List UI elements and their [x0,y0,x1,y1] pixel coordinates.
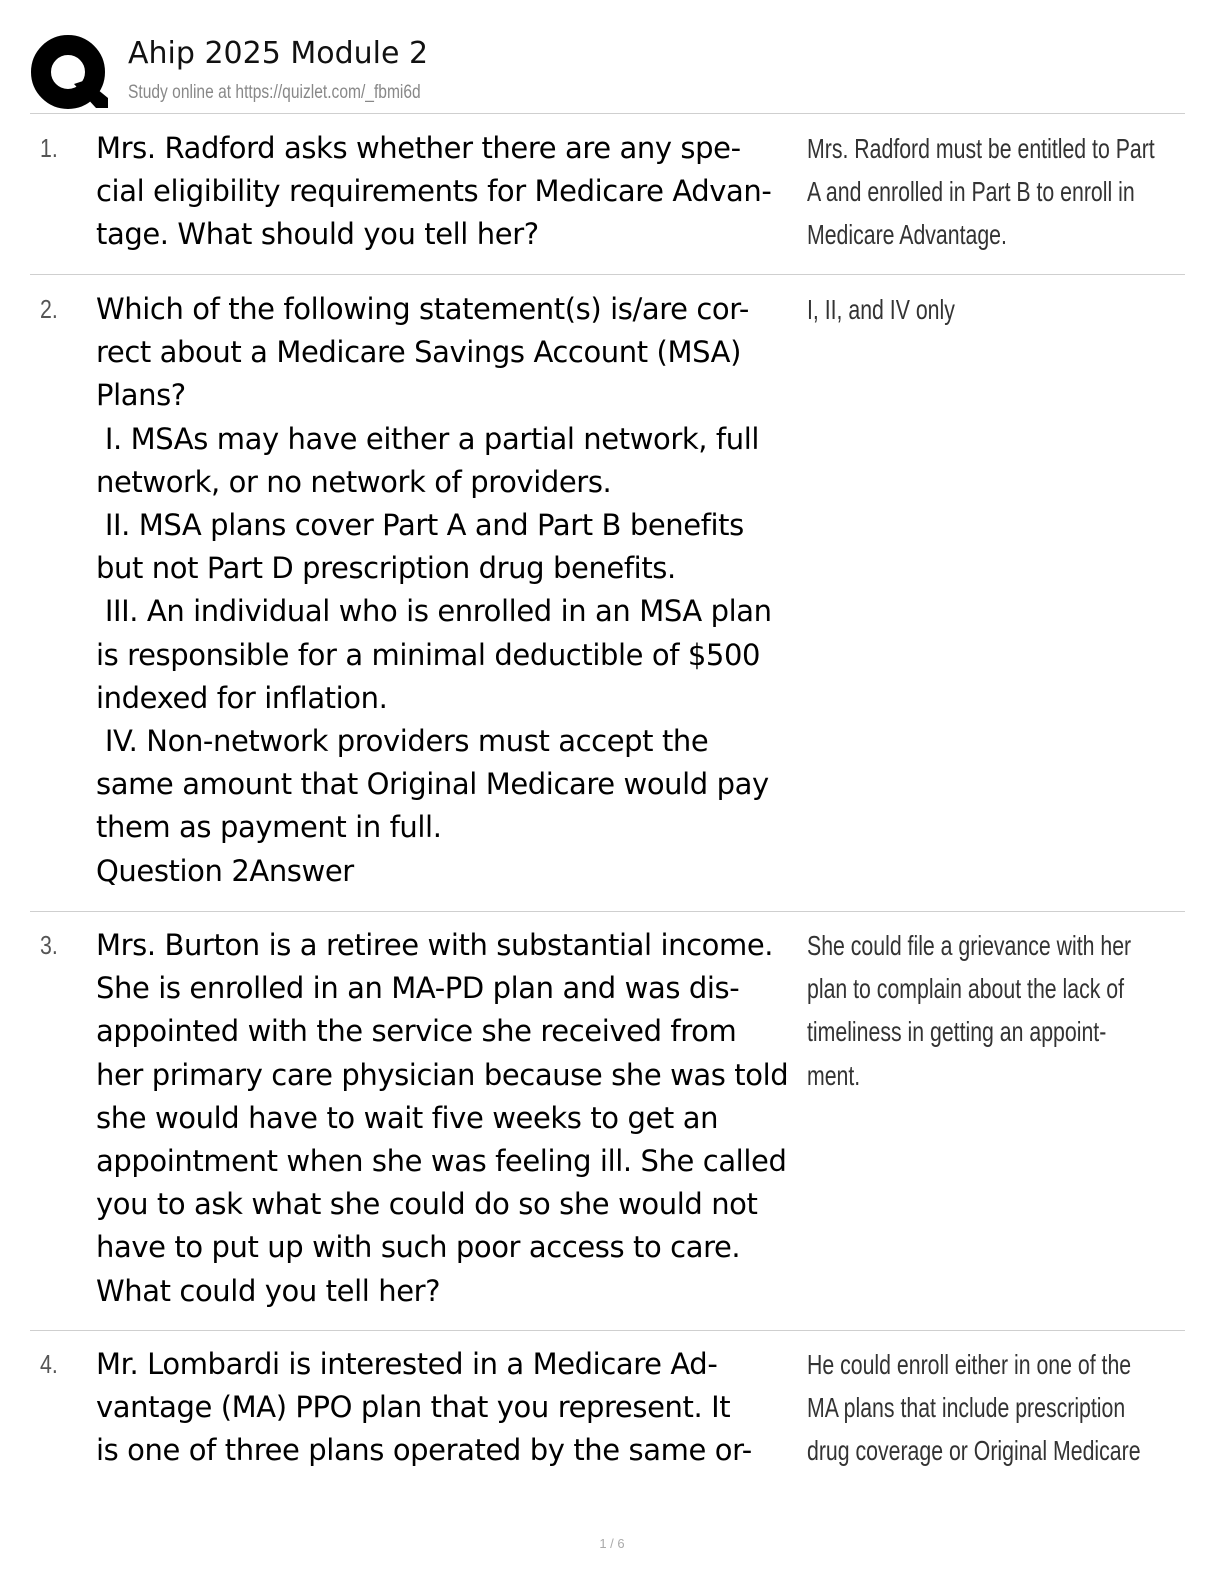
question-line: you to ask what she could do so she would not [96,1187,758,1222]
flashcard [30,1343,1185,1478]
card-number: 2. [40,294,58,324]
question-line: rect about a Medicare Savings Account (MSA) [96,335,741,370]
question-line: is responsible for a minimal deductible of $500 [96,637,761,672]
question-line: have to put up with such poor access to care. [96,1230,741,1265]
question-line: vantage (MA) PPO plan that you represent. It [96,1390,731,1425]
answer-line: MA plans that include prescription [807,1392,1126,1424]
answer-line: A and enrolled in Part B to enroll in [807,176,1135,208]
question-line: cial eligibility requirements for Medicare Advan- [96,174,772,209]
card-answer [807,924,1164,1097]
card-answer [807,288,1164,331]
answer-line: He could enroll either in one of the [807,1349,1132,1380]
question-line: appointed with the service she received from [96,1014,737,1049]
flashcard [30,127,1185,257]
question-line: Which of the following statement(s) is/are cor- [96,292,749,326]
quizlet-q-logo-icon [30,34,108,112]
card-question [96,127,808,257]
answer-line: I, II, and IV only [807,294,955,325]
question-line: appointment when she was feeling ill. She called [96,1144,787,1179]
answer-line: drug coverage or Original Medicare [807,1435,1141,1467]
answer-line: timeliness in getting an appoint- [807,1016,1107,1048]
question-line: III. An individual who is enrolled in an MSA plan [96,594,772,629]
card-question [96,288,808,893]
question-line: Question 2Answer [96,853,354,888]
card-number: 1. [40,133,58,163]
question-line: network, or no network of providers. [96,464,612,499]
divider [30,113,1185,114]
study-link[interactable]: Study online at https://quizlet.com/_fbmi6d [128,82,421,103]
divider [30,274,1185,275]
question-line: is one of three plans operated by the same or- [96,1433,752,1468]
question-line: IV. Non-network providers must accept the [96,724,709,759]
answer-line: She could file a grievance with her [807,930,1132,961]
card-number: 3. [40,930,58,960]
card-number: 4. [40,1349,58,1379]
flashcard [30,924,1185,1314]
page-indicator: 1 / 6 [599,1536,625,1551]
question-line: her primary care physician because she was told [96,1057,789,1092]
divider [30,1330,1185,1331]
question-line: them as payment in full. [96,810,442,845]
question-line: Mrs. Burton is a retiree with substantial income. [96,928,774,962]
card-answer [807,1343,1164,1473]
divider [30,911,1185,912]
question-line: Mrs. Radford asks whether there are any spe- [96,131,741,165]
question-line: Plans? [96,378,186,413]
question-line: What could you tell her? [96,1273,441,1308]
card-question [96,924,808,1313]
answer-line: Mrs. Radford must be entitled to Part [807,133,1155,164]
answer-line: Medicare Advantage. [807,219,1007,251]
answer-line: ment. [807,1059,861,1091]
document-title: Ahip 2025 Module 2 [128,36,429,71]
question-line: I. MSAs may have either a partial network, full [96,421,760,456]
flashcard [30,288,1185,893]
question-line: same amount that Original Medicare would pay [96,767,769,802]
card-question [96,1343,808,1473]
document-header [30,30,1190,114]
question-line: indexed for inflation. [96,680,388,715]
question-line: tage. What should you tell her? [96,217,539,252]
question-line: she would have to wait five weeks to get an [96,1100,719,1135]
question-line: II. MSA plans cover Part A and Part B benefits [96,508,744,543]
card-answer [807,127,1164,257]
answer-line: plan to complain about the lack of [807,973,1125,1005]
question-line: Mr. Lombardi is interested in a Medicare Ad- [96,1347,718,1381]
question-line: She is enrolled in an MA-PD plan and was dis- [96,971,740,1006]
question-line: but not Part D prescription drug benefits. [96,551,676,586]
